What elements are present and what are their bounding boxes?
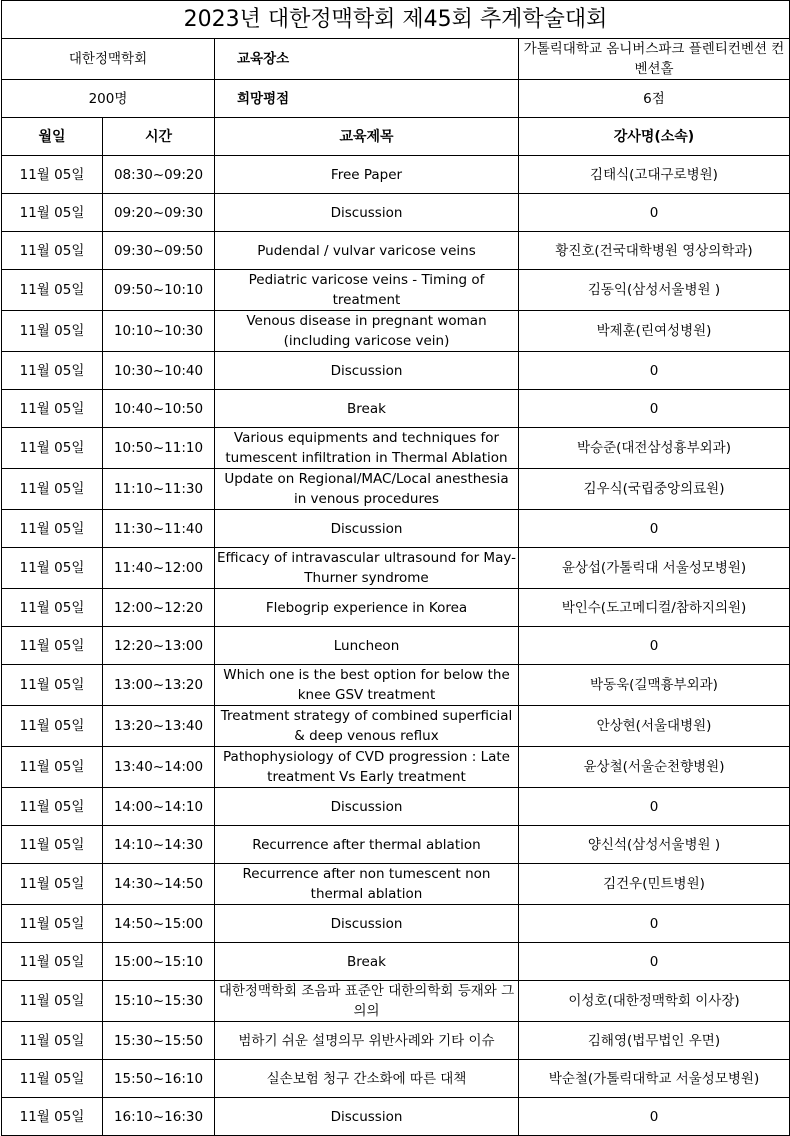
table-row (2, 428, 790, 469)
row-topic: Discussion (215, 352, 519, 390)
row-time: 11:30~11:40 (103, 510, 215, 548)
row-topic: Recurrence after thermal ablation (215, 826, 519, 864)
table-row (2, 311, 790, 352)
row-topic: Various equipments and techniques for tumescent infiltration in Thermal Ablation (215, 428, 519, 469)
row-topic: Which one is the best option for below the knee GSV treatment (215, 665, 519, 706)
table-row (2, 1060, 790, 1098)
row-topic: Update on Regional/MAC/Local anesthesia in venous procedures (215, 469, 519, 510)
table-row (2, 548, 790, 589)
row-time: 15:00~15:10 (103, 943, 215, 981)
row-topic: Luncheon (215, 627, 519, 665)
row-time: 10:50~11:10 (103, 428, 215, 469)
table-row (2, 627, 790, 665)
row-topic: Break (215, 943, 519, 981)
capacity: 200명 (2, 80, 215, 118)
credit: 6점 (519, 80, 790, 118)
header-time: 시간 (103, 118, 215, 156)
table-row (2, 747, 790, 788)
row-topic: 범하기 쉬운 설명의무 위반사례와 기타 이슈 (215, 1022, 519, 1060)
table-row (2, 156, 790, 194)
row-time: 14:10~14:30 (103, 826, 215, 864)
schedule-table (1, 0, 790, 1136)
table-row (2, 826, 790, 864)
table-row (2, 864, 790, 905)
row-speaker: 박인수(도고메디컬/참하지의원) (519, 589, 790, 627)
venue-label: 교육장소 (215, 39, 519, 80)
row-speaker: 김건우(민트병원) (519, 864, 790, 905)
row-time: 09:20~09:30 (103, 194, 215, 232)
row-speaker: 박순철(가톨릭대학교 서울성모병원) (519, 1060, 790, 1098)
row-speaker: 안상현(서울대병원) (519, 706, 790, 747)
row-date: 11월 05일 (2, 1060, 103, 1098)
row-date: 11월 05일 (2, 627, 103, 665)
row-time: 12:20~13:00 (103, 627, 215, 665)
row-date: 11월 05일 (2, 232, 103, 270)
row-time: 14:30~14:50 (103, 864, 215, 905)
row-speaker: 윤상섭(가톨릭대 서울성모병원) (519, 548, 790, 589)
row-topic: 대한정맥학회 조음파 표준안 대한의학회 등재와 그 의의 (215, 981, 519, 1022)
row-time: 15:10~15:30 (103, 981, 215, 1022)
header-topic: 교육제목 (215, 118, 519, 156)
row-topic: Treatment strategy of combined superficial & deep venous reflux (215, 706, 519, 747)
info-row-credit (2, 80, 790, 118)
row-speaker: 윤상철(서울순천향병원) (519, 747, 790, 788)
row-topic: Pathophysiology of CVD progression : Late treatment Vs Early treatment (215, 747, 519, 788)
row-topic: 실손보험 청구 간소화에 따른 대책 (215, 1060, 519, 1098)
row-time: 15:50~16:10 (103, 1060, 215, 1098)
row-date: 11월 05일 (2, 352, 103, 390)
row-topic: Break (215, 390, 519, 428)
row-speaker: 김태식(고대구로병원) (519, 156, 790, 194)
table-row (2, 788, 790, 826)
table-row (2, 1098, 790, 1136)
row-time: 10:30~10:40 (103, 352, 215, 390)
row-topic: Discussion (215, 905, 519, 943)
row-time: 15:30~15:50 (103, 1022, 215, 1060)
row-speaker: 김우식(국립중앙의료원) (519, 469, 790, 510)
row-time: 12:00~12:20 (103, 589, 215, 627)
row-topic: Discussion (215, 788, 519, 826)
row-speaker: 박동욱(길맥흉부외과) (519, 665, 790, 706)
table-row (2, 194, 790, 232)
row-speaker: 0 (519, 1098, 790, 1136)
table-row (2, 270, 790, 311)
row-date: 11월 05일 (2, 428, 103, 469)
row-speaker: 박제훈(린여성병원) (519, 311, 790, 352)
row-time: 08:30~09:20 (103, 156, 215, 194)
row-speaker: 이성호(대한정맥학회 이사장) (519, 981, 790, 1022)
credit-label: 희망평점 (215, 80, 519, 118)
row-speaker: 0 (519, 943, 790, 981)
row-date: 11월 05일 (2, 1022, 103, 1060)
row-speaker: 0 (519, 390, 790, 428)
row-topic: Discussion (215, 1098, 519, 1136)
table-row (2, 390, 790, 428)
table-header (2, 118, 790, 156)
row-date: 11월 05일 (2, 270, 103, 311)
venue: 가톨릭대학교 옴니버스파크 플렌티컨벤션 컨벤션홀 (519, 39, 790, 80)
row-time: 13:40~14:00 (103, 747, 215, 788)
table-row (2, 510, 790, 548)
row-date: 11월 05일 (2, 788, 103, 826)
row-date: 11월 05일 (2, 747, 103, 788)
row-speaker: 김해영(법무법인 우면) (519, 1022, 790, 1060)
row-time: 11:40~12:00 (103, 548, 215, 589)
row-topic: Discussion (215, 194, 519, 232)
table-row (2, 981, 790, 1022)
row-speaker: 0 (519, 194, 790, 232)
row-topic: Efficacy of intravascular ultrasound for May-Thurner syndrome (215, 548, 519, 589)
row-date: 11월 05일 (2, 981, 103, 1022)
row-time: 09:50~10:10 (103, 270, 215, 311)
row-date: 11월 05일 (2, 510, 103, 548)
row-date: 11월 05일 (2, 943, 103, 981)
table-row (2, 469, 790, 510)
table-row (2, 905, 790, 943)
row-date: 11월 05일 (2, 864, 103, 905)
row-date: 11월 05일 (2, 665, 103, 706)
row-time: 14:00~14:10 (103, 788, 215, 826)
table-row (2, 706, 790, 747)
row-time: 10:40~10:50 (103, 390, 215, 428)
row-time: 11:10~11:30 (103, 469, 215, 510)
row-date: 11월 05일 (2, 156, 103, 194)
row-date: 11월 05일 (2, 390, 103, 428)
row-time: 10:10~10:30 (103, 311, 215, 352)
row-speaker: 0 (519, 510, 790, 548)
row-topic: Venous disease in pregnant woman (including varicose vein) (215, 311, 519, 352)
row-topic: Free Paper (215, 156, 519, 194)
row-topic: Recurrence after non tumescent non thermal ablation (215, 864, 519, 905)
page-title: 2023년 대한정맥학회 제45회 추계학술대회 (2, 1, 790, 39)
info-row-venue (2, 39, 790, 80)
table-row (2, 589, 790, 627)
table-row (2, 232, 790, 270)
row-time: 13:20~13:40 (103, 706, 215, 747)
table-row (2, 943, 790, 981)
row-topic: Discussion (215, 510, 519, 548)
table-row (2, 352, 790, 390)
table-row (2, 1022, 790, 1060)
row-time: 09:30~09:50 (103, 232, 215, 270)
row-speaker: 황진호(건국대학병원 영상의학과) (519, 232, 790, 270)
row-date: 11월 05일 (2, 311, 103, 352)
row-date: 11월 05일 (2, 706, 103, 747)
row-date: 11월 05일 (2, 548, 103, 589)
row-date: 11월 05일 (2, 905, 103, 943)
row-date: 11월 05일 (2, 1098, 103, 1136)
row-speaker: 김동익(삼성서울병원 ) (519, 270, 790, 311)
row-speaker: 0 (519, 627, 790, 665)
row-speaker: 0 (519, 905, 790, 943)
row-date: 11월 05일 (2, 194, 103, 232)
header-date: 월일 (2, 118, 103, 156)
row-topic: Pediatric varicose veins - Timing of treatment (215, 270, 519, 311)
row-speaker: 0 (519, 352, 790, 390)
row-time: 16:10~16:30 (103, 1098, 215, 1136)
row-speaker: 양신석(삼성서울병원 ) (519, 826, 790, 864)
row-speaker: 0 (519, 788, 790, 826)
schedule-document (1, 0, 789, 1136)
row-time: 13:00~13:20 (103, 665, 215, 706)
header-speaker: 강사명(소속) (519, 118, 790, 156)
row-date: 11월 05일 (2, 469, 103, 510)
table-row (2, 665, 790, 706)
row-date: 11월 05일 (2, 826, 103, 864)
organizer: 대한정맥학회 (2, 39, 215, 80)
row-speaker: 박승준(대전삼성흉부외과) (519, 428, 790, 469)
row-topic: Flebogrip experience in Korea (215, 589, 519, 627)
row-date: 11월 05일 (2, 589, 103, 627)
row-topic: Pudendal / vulvar varicose veins (215, 232, 519, 270)
row-time: 14:50~15:00 (103, 905, 215, 943)
